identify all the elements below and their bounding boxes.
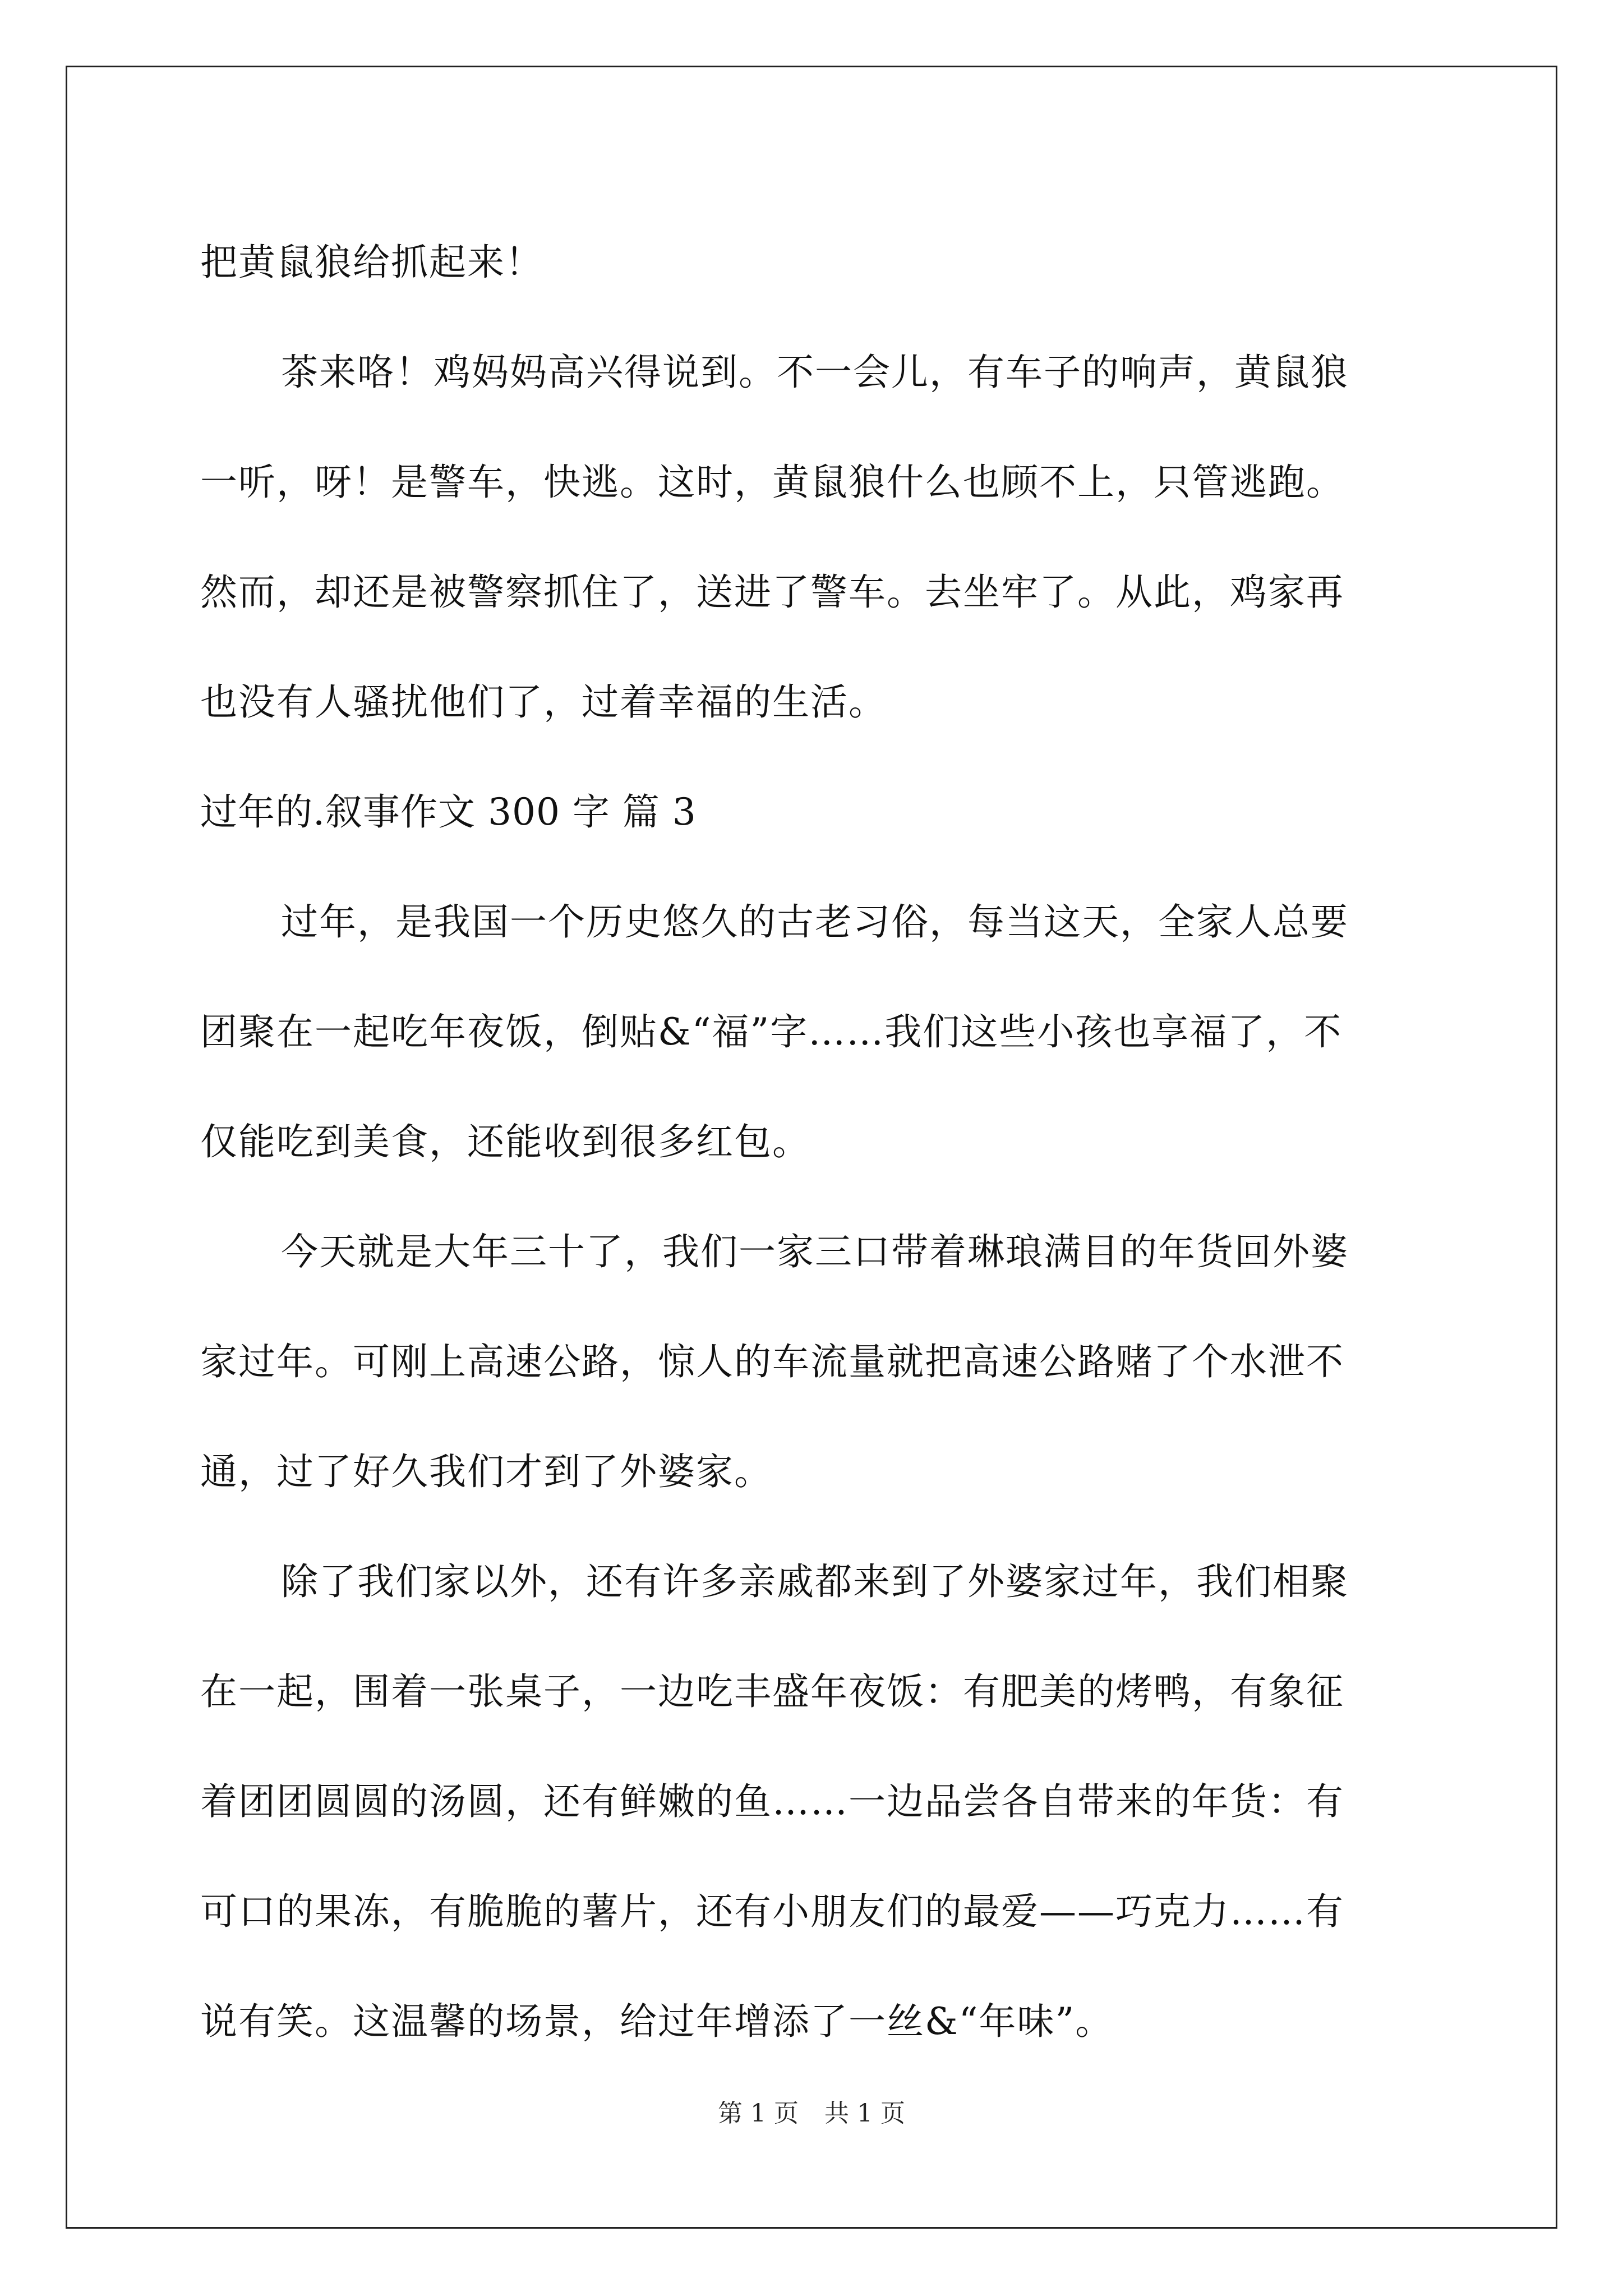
paragraph-start-line: 茶来咯！鸡妈妈高兴得说到。不一会儿，有车子的响声，黄鼠狼 (281, 351, 1349, 394)
document-body (200, 208, 1423, 2077)
page-number-total: 共 1 页 (824, 2099, 905, 2128)
text-line: 通，过了好久我们才到了外婆家。 (200, 1450, 772, 1493)
paragraph-start-line: 除了我们家以外，还有许多亲戚都来到了外婆家过年，我们相聚 (281, 1560, 1349, 1603)
paragraph-start-line: 过年，是我国一个历史悠久的古老习俗，每当这天，全家人总要 (281, 900, 1349, 944)
page-number-current: 第 1 页 (718, 2099, 799, 2128)
text-line: 仅能吃到美食，还能收到很多红包。 (200, 1120, 810, 1163)
text-line: 团聚在一起吃年夜饭，倒贴&“福”字……我们这些小孩也享福了，不 (200, 1010, 1343, 1053)
text-line: 把黄鼠狼给抓起来！ (200, 241, 543, 284)
section-heading: 过年的.叙事作文 300 字 篇 3 (200, 790, 697, 834)
page-footer (0, 2097, 1623, 2131)
text-line: 家过年。可刚上高速公路，惊人的车流量就把高速公路赌了个水泄不 (200, 1340, 1344, 1383)
text-line: 说有笑。这温馨的场景，给过年增添了一丝&“年味”。 (200, 2000, 1114, 2043)
text-line: 一听，呀！是警车，快逃。这时，黄鼠狼什么也顾不上，只管逃跑。 (200, 461, 1344, 504)
paragraph-start-line: 今天就是大年三十了，我们一家三口带着琳琅满目的年货回外婆 (281, 1230, 1349, 1273)
text-line: 也没有人骚扰他们了，过着幸福的生活。 (200, 680, 887, 724)
text-line: 在一起，围着一张桌子，一边吃丰盛年夜饭：有肥美的烤鸭，有象征 (200, 1670, 1344, 1713)
text-line: 可口的果冻，有脆脆的薯片，还有小朋友们的最爱——巧克力……有 (200, 1890, 1344, 1933)
text-line: 然而，却还是被警察抓住了，送进了警车。去坐牢了。从此，鸡家再 (200, 570, 1344, 614)
text-line: 着团团圆圆的汤圆，还有鲜嫩的鱼……一边品尝各自带来的年货：有 (200, 1780, 1344, 1823)
